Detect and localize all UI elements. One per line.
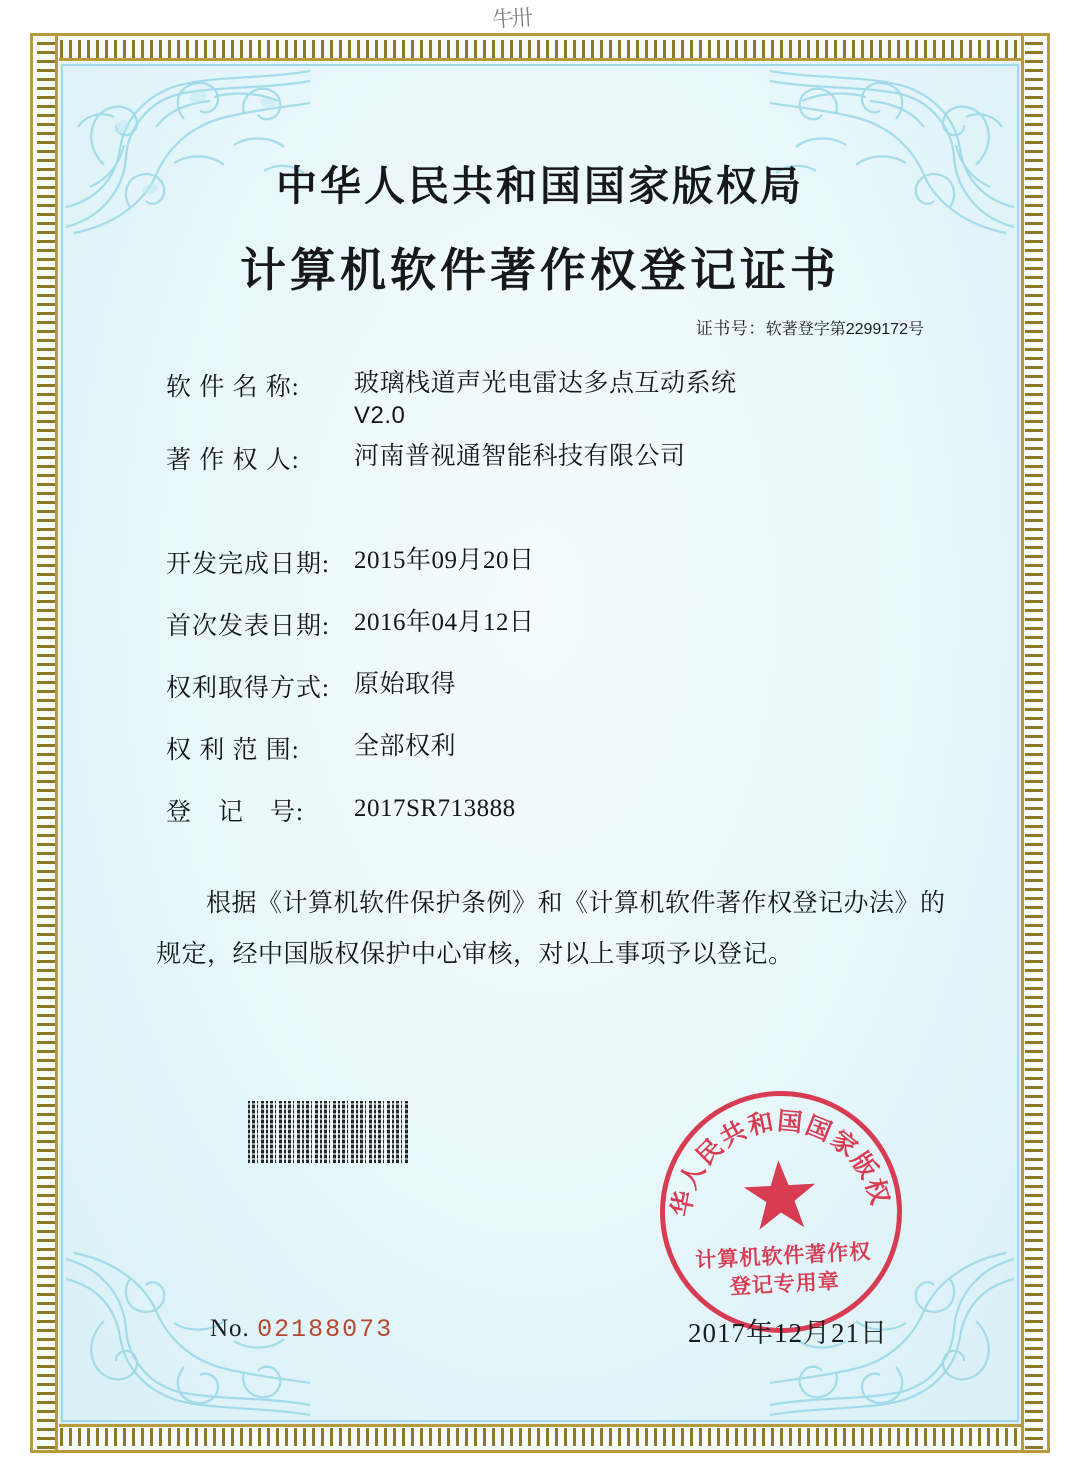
field-rights-scope [166,730,980,766]
certificate-number-label: 证书号： [695,319,766,338]
field-copyright-owner [166,440,980,476]
seal-line-2: 登记专用章 [729,1269,841,1300]
certificate-card [30,33,1050,1453]
handwritten-mark: 牛卅 [491,4,531,33]
field-spacer [166,502,980,544]
field-label: 开发完成日期: [166,550,330,578]
field-software-name [166,367,980,432]
certificate-content [100,153,980,980]
field-label: 软 件 名 称: [166,374,300,401]
field-label: 权利取得方式: [166,674,330,702]
serial-number-value: 02188073 [257,1315,394,1344]
first-publish-date-value: 2016年04月12日 [354,608,535,636]
field-registration-number [166,792,980,828]
field-rights-acquisition [166,668,980,704]
legal-statement [100,878,980,981]
barcode-icon [248,1101,408,1163]
greek-key-border-bottom [33,1424,1047,1450]
certificate-number-line [100,314,980,339]
rights-acquisition-value: 原始取得 [354,670,457,698]
development-date-value: 2015年09月20日 [354,546,535,574]
field-value [354,367,737,432]
issuing-authority-title: 中华人民共和国国家版权局 [276,163,804,209]
copyright-owner-value: 河南普视通智能科技有限公司 [354,442,686,470]
software-name-value: 玻璃栈道声光电雷达多点互动系统 [354,370,737,397]
certificate-title: 计算机软件著作权登记证书 [240,245,840,296]
statement-line-1: 根据《计算机软件保护条例》和《计算机软件著作权登记办法》的 [206,889,946,917]
greek-key-border-left [33,36,59,1450]
barcode-texture [248,1101,408,1163]
serial-number-label: No. [210,1315,250,1342]
rights-scope-value: 全部权利 [354,732,457,760]
seal-line-1: 计算机软件著作权 [694,1239,872,1273]
svg-text:中华人民共和国国家版权局: 中华人民共和国国家版权局 [644,1080,894,1219]
statement-line-2: 规定，经中国版权保护中心审核，对以上事项予以登记。 [156,940,794,968]
greek-key-border-top [33,36,1047,62]
serial-number [210,1315,393,1344]
field-development-date [166,544,980,580]
issue-date: 2017年12月21日 [688,1318,888,1348]
field-label: 首次发表日期: [166,612,330,640]
fields-list [100,367,980,828]
field-label: 权 利 范 围: [166,736,300,764]
field-first-publish-date [166,606,980,642]
official-seal [644,1080,908,1339]
certificate-number-value: 软著登字第2299172号 [765,321,924,338]
seal-center-text [667,1236,902,1305]
greek-key-border-right [1021,36,1047,1450]
field-label: 登 记 号: [166,798,304,826]
registration-number-value: 2017SR713888 [354,794,516,822]
seal-star-icon [740,1156,820,1234]
field-label: 著 作 权 人: [166,446,300,474]
software-version-value: V2.0 [354,402,406,429]
